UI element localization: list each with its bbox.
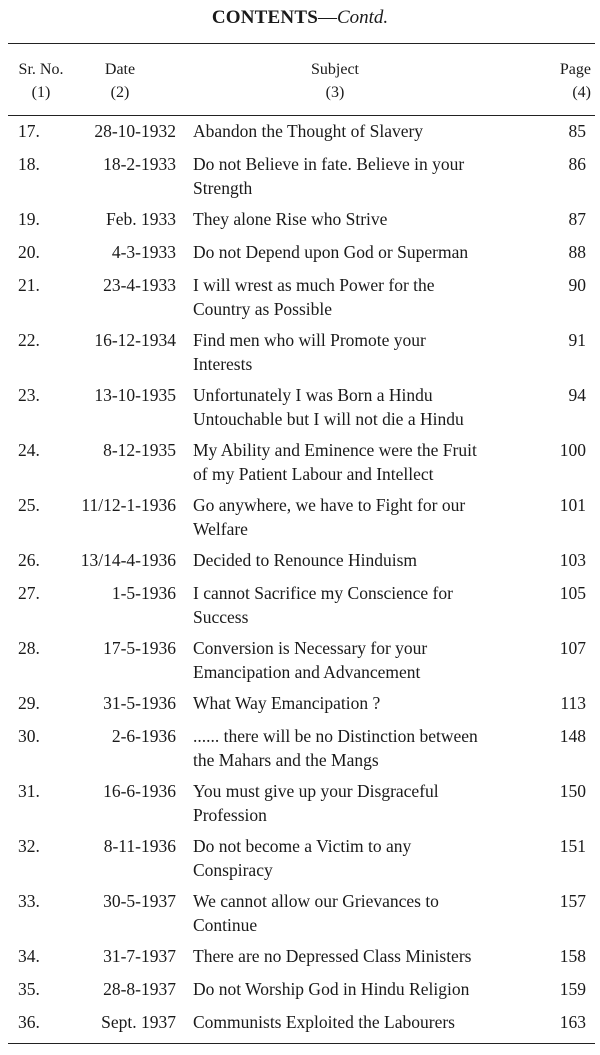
subject-line: Do not Believe in fate. Believe in your	[193, 154, 465, 174]
subject-line: Do not Depend upon God or Superman	[193, 242, 469, 262]
header-rule	[8, 115, 595, 116]
subject-line: Unfortunately I was Born a Hindu	[193, 385, 433, 405]
entry-page: 86	[568, 154, 586, 174]
entry-page: 101	[559, 495, 586, 515]
sr-no: 36.	[18, 1012, 40, 1032]
subject-line: Welfare	[193, 518, 248, 539]
sr-no: 17.	[18, 121, 40, 141]
entry-subject	[193, 494, 543, 541]
entry-date: 1-5-1936	[111, 583, 176, 603]
entry-date: 13-10-1935	[94, 385, 176, 405]
entry-subject	[193, 582, 543, 629]
entry-page: 94	[568, 385, 586, 405]
entry-date: 31-5-1936	[103, 693, 176, 713]
entry-page: 103	[559, 550, 586, 570]
entry-page: 100	[559, 440, 586, 460]
subject-line: There are no Depressed Class Ministers	[193, 946, 472, 966]
entry-page: 88	[568, 242, 586, 262]
entry-page: 91	[568, 330, 586, 350]
sr-no: 35.	[18, 979, 40, 999]
subject-line: Profession	[193, 804, 267, 825]
entry-date: 16-12-1934	[94, 330, 176, 350]
entry-page: 150	[559, 781, 586, 801]
column-header-date	[82, 58, 158, 104]
subject-line: We cannot allow our Grievances to	[193, 891, 439, 911]
sr-no: 29.	[18, 693, 40, 713]
subject-line: Strength	[193, 177, 253, 198]
entry-page: 113	[560, 693, 586, 713]
sr-no: 19.	[18, 209, 40, 229]
entry-subject	[193, 549, 543, 573]
column-header-page	[535, 58, 591, 104]
subject-line: Continue	[193, 914, 258, 935]
entry-date: 31-7-1937	[103, 946, 176, 966]
subject-line: ...... there will be no Distinction between	[193, 726, 478, 746]
entry-page: 87	[568, 209, 586, 229]
entry-subject	[193, 208, 543, 232]
top-rule	[8, 43, 595, 44]
sr-no: 26.	[18, 550, 40, 570]
subject-line: Find men who will Promote your	[193, 330, 426, 350]
entry-date: 28-8-1937	[103, 979, 176, 999]
subject-line: Do not Worship God in Hindu Religion	[193, 979, 470, 999]
entry-subject	[193, 725, 543, 772]
subject-line: the Mahars and the Mangs	[193, 749, 379, 770]
sr-no: 28.	[18, 638, 40, 658]
subject-line: Success	[193, 606, 249, 627]
entry-page: 159	[559, 979, 586, 999]
sr-no: 21.	[18, 275, 40, 295]
sr-no: 18.	[18, 154, 40, 174]
sr-no: 31.	[18, 781, 40, 801]
entry-page: 151	[559, 836, 586, 856]
sr-no: 23.	[18, 385, 40, 405]
entry-page: 163	[559, 1012, 586, 1032]
entry-date: 23-4-1933	[103, 275, 176, 295]
entry-subject	[193, 274, 543, 321]
heading-dash: —	[317, 7, 337, 28]
column-header-number: (1)	[31, 84, 51, 101]
subject-line: Conversion is Necessary for your	[193, 638, 428, 658]
subject-line: Decided to Renounce Hinduism	[193, 550, 418, 570]
subject-line: Communists Exploited the Labourers	[193, 1012, 455, 1032]
column-header-sr-no	[8, 58, 74, 104]
column-header-label: Subject	[311, 61, 359, 78]
heading-subtitle: Contd.	[336, 7, 389, 28]
entry-date: 17-5-1936	[103, 638, 176, 658]
sr-no: 22.	[18, 330, 40, 350]
entry-date: 8-11-1936	[103, 836, 176, 856]
column-header-label: Sr. No.	[18, 61, 64, 78]
subject-line: Country as Possible	[193, 298, 333, 319]
subject-line: My Ability and Eminence were the Fruit	[193, 440, 477, 460]
entry-date: 8-12-1935	[103, 440, 176, 460]
entry-subject	[193, 153, 543, 200]
entry-date: Feb. 1933	[106, 209, 176, 229]
column-header-number: (4)	[572, 84, 591, 101]
column-header-number: (2)	[110, 84, 130, 101]
entry-page: 85	[568, 121, 586, 141]
entry-subject	[193, 780, 543, 827]
entry-page: 105	[559, 583, 586, 603]
column-header-label: Date	[104, 61, 136, 78]
entry-subject	[193, 384, 543, 431]
subject-line: Abandon the Thought of Slavery	[193, 121, 424, 141]
subject-line: Emancipation and Advancement	[193, 661, 421, 682]
column-header-subject	[192, 58, 478, 104]
sr-no: 27.	[18, 583, 40, 603]
sr-no: 32.	[18, 836, 40, 856]
subject-line: They alone Rise who Strive	[193, 209, 388, 229]
entry-date: 28-10-1932	[94, 121, 176, 141]
subject-line: Untouchable but I will not die a Hindu	[193, 408, 464, 429]
entry-subject	[193, 241, 543, 265]
subject-line: You must give up your Disgraceful	[193, 781, 439, 801]
subject-line: What Way Emancipation ?	[193, 693, 381, 713]
entry-subject	[193, 120, 543, 144]
entry-date: 2-6-1936	[111, 726, 176, 746]
entry-page: 107	[559, 638, 586, 658]
sr-no: 30.	[18, 726, 40, 746]
entry-date: 18-2-1933	[103, 154, 176, 174]
entry-page: 90	[568, 275, 586, 295]
bottom-rule	[8, 1043, 595, 1044]
entry-subject	[193, 835, 543, 882]
entry-subject	[193, 637, 543, 684]
entry-date: 4-3-1933	[111, 242, 176, 262]
entry-page: 148	[559, 726, 586, 746]
sr-no: 24.	[18, 440, 40, 460]
entry-subject	[193, 890, 543, 937]
page-heading	[0, 6, 600, 30]
subject-line: Conspiracy	[193, 859, 273, 880]
column-header-label: Page	[559, 61, 591, 78]
subject-line: of my Patient Labour and Intellect	[193, 463, 434, 484]
sr-no: 25.	[18, 495, 40, 515]
subject-line: I cannot Sacrifice my Conscience for	[193, 583, 453, 603]
entry-date: 13/14-4-1936	[80, 550, 176, 570]
entry-page: 157	[559, 891, 586, 911]
entry-page: 158	[559, 946, 586, 966]
subject-line: I will wrest as much Power for the	[193, 275, 435, 295]
heading-title: CONTENTS	[211, 7, 318, 28]
entry-date: 30-5-1937	[103, 891, 176, 911]
sr-no: 34.	[18, 946, 40, 966]
sr-no: 20.	[18, 242, 40, 262]
entry-date: Sept. 1937	[101, 1012, 176, 1032]
entry-subject	[193, 692, 543, 716]
entry-date: 11/12-1-1936	[81, 495, 176, 515]
entry-subject	[193, 978, 543, 1002]
subject-line: Interests	[193, 353, 253, 374]
subject-line: Go anywhere, we have to Fight for our	[193, 495, 466, 515]
entry-subject	[193, 1011, 543, 1035]
entry-date: 16-6-1936	[103, 781, 176, 801]
entry-subject	[193, 945, 543, 969]
column-header-number: (3)	[325, 84, 345, 101]
sr-no: 33.	[18, 891, 40, 911]
entry-subject	[193, 439, 543, 486]
subject-line: Do not become a Victim to any	[193, 836, 412, 856]
entry-subject	[193, 329, 543, 376]
